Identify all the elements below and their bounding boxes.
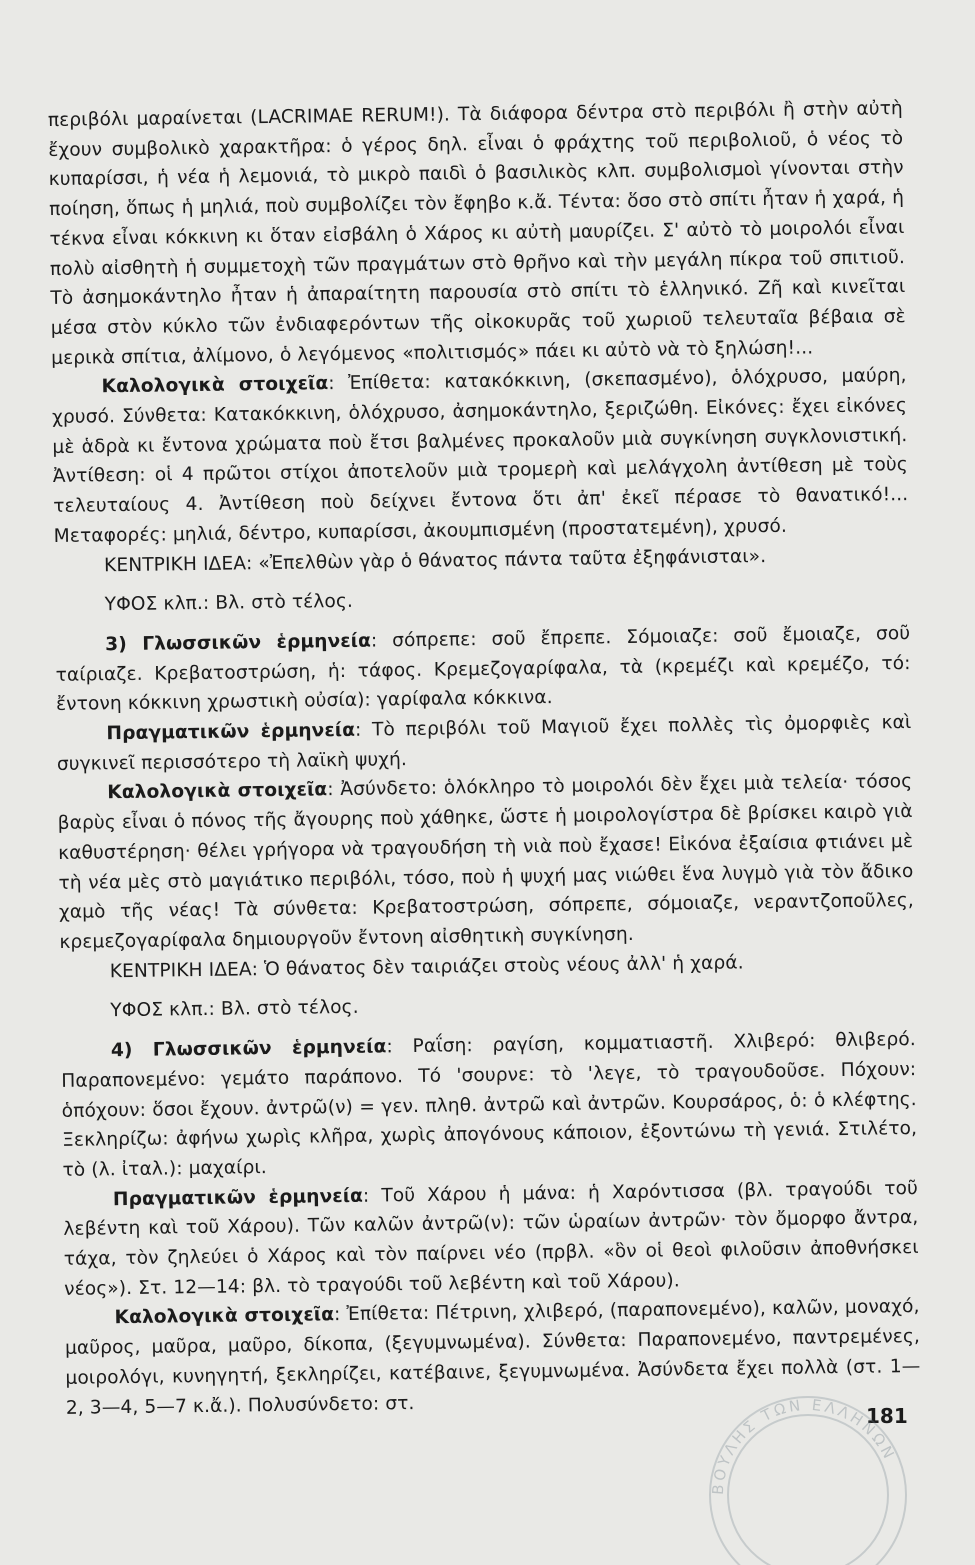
paragraph: ΚΕΝΤΡΙΚΗ ΙΔΕΑ: Ὁ θάνατος δὲν ταιριάζει στοὺς νέους ἀλλ' ἡ χαρά. — [109, 952, 744, 982]
page-text — [48, 94, 921, 1423]
section-heading: Καλολογικὰ στοιχεῖα — [107, 779, 328, 804]
paragraph: ΚΕΝΤΡΙΚΗ ΙΔΕΑ: «Ἐπελθὼν γὰρ ὁ θάνατος πάντα ταῦτα ἐξηφάνισται». — [103, 545, 767, 576]
section-heading: 3) Γλωσσικῶν ἑρμηνεία — [105, 630, 372, 656]
paragraph: περιβόλι μαραίνεται (LACRIMAE RERUM!). Τὰ διάφορα δέντρα στὸ περιβόλι ἢ στὴν αὐτὴ ἔχουν συμβολικὸ χαρακτῆρα: ὁ γέρος δηλ. εἶναι ὁ φράχτης τοῦ περιβολιοῦ, ὁ νέος τὸ κυπαρίσσι, ἡ νέα ἡ λεμονιά, τὸ μικρὸ παιδὶ ὁ βασιλικὸς κλπ. συμβολισμοὶ γίνονται στὴν ποίηση, ὅπως ἡ μηλιά, ποὺ συμβολίζει τὸν ἔφηβο κ.ἄ. Τέντα: ὅσο στὸ σπίτι ἦταν ἡ χαρά, ἡ τέκνα εἶναι κόκκινη κι ὅταν εἰσβάλη ὁ Χάρος κι αὐτὴ μαυρίζει. Σ' αὐτὸ τὸ μοιρολόι εἶναι πολὺ αἰσθητὴ ἡ συμμετοχὴ τῶν πραγμάτων στὸ θρῆνο καὶ τὴν μεγάλη πίκρα τοῦ σπιτιοῦ. Τὸ ἀσημοκάντηλο ἦταν ἡ ἀπαραίτητη παρουσία στὸ σπίτι τὸ ἑλληνικό. Ζῆ καὶ κινεῖται μέσα στὸν κύκλο τῶν ἐνδιαφερόντων τῆς οἰκοκυρᾶς τοῦ χωριοῦ τελευταῖα βέβαια σὲ μερικὰ σπίτια, ἀλίμονο, ὁ λεγόμενος «πολιτισμός» πάει κι αὐτὸ νὰ τὸ ξηλώση!... — [47, 98, 906, 369]
paragraph: Καλολογικὰ στοιχεῖα: Ἐπίθετα: Πέτρινη, χλιβερό, (παραπονεμένο), καλῶν, μοναχό, μαῦρος, μαῦρα, μαῦρο, δίκοπα, (ξεγυμνωμένα). Σύνθετα: Παραπονεμένο, παντρεμένες, μοιρολόγι, κυνηγητή, ξεκληρίζει, κατέβαινε, ξεγυμνωμένα. Ἀσύνδετα ἔχει πολλὰ (στ. 1—2, 3—4, 5—7 κ.ἄ.). Πολυσύνδετο: στ. — [64, 1296, 921, 1419]
section-heading: 4) Γλωσσικῶν ἑρμηνεία — [110, 1036, 387, 1062]
section-heading: Καλολογικὰ στοιχεῖα — [101, 373, 329, 398]
section-heading: Πραγματικῶν ἑρμηνεία — [106, 719, 356, 745]
paragraph: Καλολογικὰ στοιχεῖα: Ἀσύνδετο: ὁλόκληρο τὸ μοιρολόι δὲν ἔχει μιὰ τελεία· τόσος βαρὺς εἶναι ὁ πόνος τῆς ἄγουρης ποὺ χάθηκε, ὥστε ἡ μοιρολογίστρα δὲ βρίσκει καιρὸ γιὰ καθυστέρηση· θέλει γρήγορα νὰ τραγουδήση τὴ νιὰ ποὺ ἔχασε! Εἰκόνα ἐξαίσια φτιάνει μὲ τὴ νέα μὲς στὸ μαγιάτικο περιβόλι, τόσο, ποὺ ἡ ψυχή μας νιώθει ἕνα λυγμὸ γιὰ τὸν ἄδικο χαμὸ τῆς νέας! Τὰ σύνθετα: Κρεβατοστρώση, σόπρεπε, σόμοιαζε, νεραντζοποῦλες, κρεμεζογαρίφαλα δημιουργοῦν ἔντονη αἰσθητικὴ συγκίνηση. — [57, 771, 915, 953]
paragraph: ΥΦΟΣ κλπ.: Βλ. στὸ τέλος. — [110, 997, 359, 1022]
section-heading: Καλολογικὰ στοιχεῖα — [114, 1304, 335, 1329]
paragraph: Καλολογικὰ στοιχεῖα: Ἐπίθετα: κατακόκκινη, (σκεπασμένο), ὁλόχρυσο, μαύρη, χρυσό. Σύνθετα: Κατακόκκινη, ὁλόχρυσο, ἀσημοκάντηλο, ξεριζώθη. Εἰκόνες: ἔχει εἰκόνες μὲ ἁδρὰ κι ἔντονα χρώματα ποὺ ἔτσι βαλμένες προκαλοῦν μιὰ συγκίνηση συγκλονιστική. Ἀντίθεση: οἱ 4 πρῶτοι στίχοι ἀποτελοῦν μιὰ τρομερὴ καὶ μελάγχολη ἀντίθεση μὲ τοὺς τελευταίους 4. Ἀντίθεση ποὺ δείχνει ἔντονα ὅτι ἀπ' ἐκεῖ πέρασε τὸ θανατικό!... Μεταφορές: μηλιά, δέντρο, κυπαρίσσι, ἀκουμπισμένη (προστατεμένη), χρυσό. — [51, 365, 909, 547]
stamp-text: ΒΟΥΛΗΣ ΤΩΝ ΕΛΛΗΝΩΝ — [708, 1395, 900, 1496]
paragraph: ΥΦΟΣ κλπ.: Βλ. στὸ τέλος. — [104, 591, 354, 616]
paragraph: 3) Γλωσσικῶν ἑρμηνεία: σόπρεπε: σοῦ ἔπρεπε. Σόμοιαζε: σοῦ ἔμοιαζε, σοῦ ταίριαζε. Κρεβατοστρώση, ἡ: τάφος. Κρεμεζογαρίφαλα, τὰ (κρεμέζι καὶ κρεμέζο, τό: ἔντονη κόκκινη χρωστικὴ οὐσία): γαρίφαλα κόκκινα. — [55, 622, 911, 716]
paragraph: Πραγματικῶν ἑρμηνεία: Τὸ περιβόλι τοῦ Μαγιοῦ ἔχει πολλὲς τὶς ὀμορφιὲς καὶ συγκινεῖ περισσότερο τὴ λαϊκὴ ψυχή. — [56, 712, 912, 775]
paragraph: 4) Γλωσσικῶν ἑρμηνεία: Ραΐση: ραγίση, κομματιαστῆ. Χλιβερό: θλιβερό. Παραπονεμένο: γεμάτο παράπονο. Τό 'σουρνε: τὸ 'λεγε, τὸ τραγουδοῦσε. Πόχουν: ὁπόχουν: ὅσοι ἔχουν. ἀντρῶ(ν) = γεν. πληθ. ἀντρῶ καὶ ἀντρῶν. Κουρσάρος, ὁ: ὁ κλέφτης. Ξεκληρίζω: ἀφήνω χωρὶς κλῆρα, χωρὶς ἀπογόνους κάποιον, ἐξοντώνω τὴ γενιά. Στιλέτο, τὸ (λ. ἰταλ.): μαχαίρι. — [61, 1029, 918, 1181]
paragraph: Πραγματικῶν ἑρμηνεία: Τοῦ Χάρου ἡ μάνα: ἡ Χαρόντισσα (βλ. τραγούδι τοῦ λεβέντη καὶ τοῦ Χάρου). Τῶν καλῶν ἀντρῶ(ν): τῶν ὡραίων ἀντρῶν· τὸν ὄμορφο ἄντρα, τάχα, τὸν ζηλεύει ὁ Χάρος καὶ τὸν παίρνει νέο (πρβλ. «ὃν οἱ θεοὶ φιλοῦσιν ἀποθνήσκει νέος»). Στ. 12—14: βλ. τὸ τραγούδι τοῦ λεβέντη καὶ τοῦ Χάρου). — [63, 1177, 919, 1300]
page-number: 181 — [866, 1404, 908, 1428]
section-heading: Πραγματικῶν ἑρμηνεία — [112, 1185, 364, 1210]
